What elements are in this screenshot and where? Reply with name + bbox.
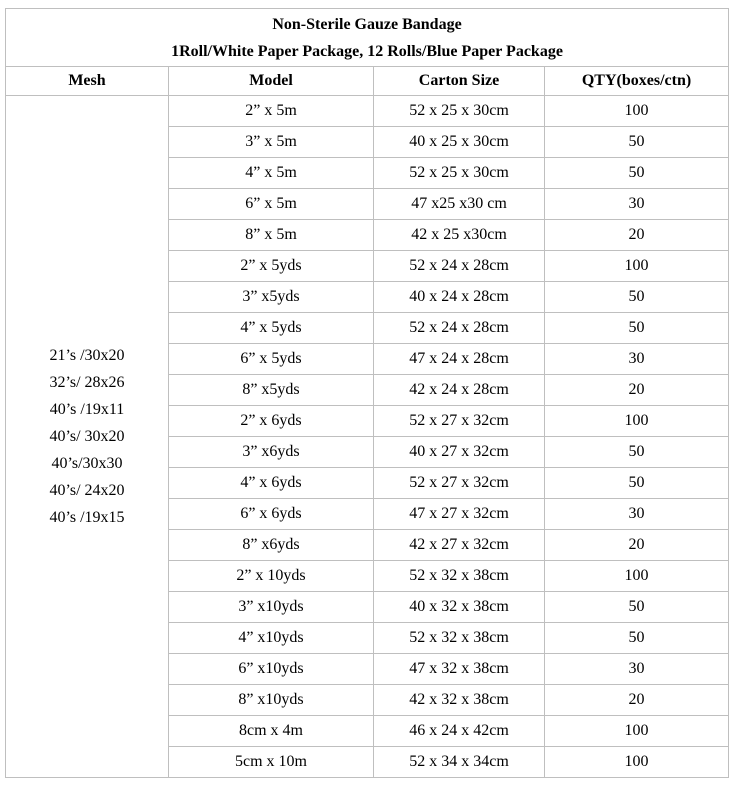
carton-size-cell: 40 x 24 x 28cm [374,282,545,313]
carton-size-cell: 42 x 25 x30cm [374,220,545,251]
header-mesh: Mesh [6,67,169,96]
mesh-value: 21’s /30x20 [49,347,125,364]
mesh-cell [6,96,169,778]
model-cell: 4” x 6yds [169,468,374,499]
qty-cell: 100 [545,561,729,592]
model-cell: 4” x 5m [169,158,374,189]
title-line-1: Non-Sterile Gauze Bandage [272,15,462,33]
qty-cell: 100 [545,251,729,282]
qty-cell: 30 [545,344,729,375]
carton-size-cell: 42 x 27 x 32cm [374,530,545,561]
qty-cell: 50 [545,127,729,158]
model-cell: 2” x 10yds [169,561,374,592]
qty-cell: 100 [545,96,729,127]
header-model: Model [169,67,374,96]
carton-size-cell: 52 x 32 x 38cm [374,561,545,592]
carton-size-cell: 52 x 25 x 30cm [374,96,545,127]
qty-cell: 100 [545,716,729,747]
mesh-value: 40’s/ 24x20 [49,482,125,499]
qty-cell: 50 [545,437,729,468]
qty-cell: 50 [545,313,729,344]
carton-size-cell: 52 x 25 x 30cm [374,158,545,189]
model-cell: 4” x 5yds [169,313,374,344]
qty-cell: 30 [545,189,729,220]
header-carton-size: Carton Size [374,67,545,96]
model-cell: 6” x 5m [169,189,374,220]
qty-cell: 50 [545,592,729,623]
title-line-2: 1Roll/White Paper Package, 12 Rolls/Blue Paper Package [171,42,563,60]
carton-size-cell: 52 x 32 x 38cm [374,623,545,654]
model-cell: 3” x10yds [169,592,374,623]
carton-size-cell: 42 x 24 x 28cm [374,375,545,406]
carton-size-cell: 47 x 24 x 28cm [374,344,545,375]
carton-size-cell: 52 x 27 x 32cm [374,468,545,499]
model-cell: 2” x 6yds [169,406,374,437]
carton-size-cell: 52 x 34 x 34cm [374,747,545,778]
carton-size-cell: 40 x 27 x 32cm [374,437,545,468]
carton-size-cell: 42 x 32 x 38cm [374,685,545,716]
header-row [6,67,729,96]
mesh-value: 32’s/ 28x26 [49,374,125,391]
product-spec-table [5,8,729,778]
qty-cell: 20 [545,220,729,251]
qty-cell: 50 [545,158,729,189]
qty-cell: 20 [545,685,729,716]
model-cell: 3” x6yds [169,437,374,468]
carton-size-cell: 47 x 32 x 38cm [374,654,545,685]
carton-size-cell: 52 x 24 x 28cm [374,313,545,344]
model-cell: 5cm x 10m [169,747,374,778]
table-body [6,96,729,778]
model-cell: 6” x 5yds [169,344,374,375]
qty-cell: 100 [545,406,729,437]
carton-size-cell: 47 x 27 x 32cm [374,499,545,530]
qty-cell: 50 [545,282,729,313]
model-cell: 6” x10yds [169,654,374,685]
model-cell: 8” x5yds [169,375,374,406]
carton-size-cell: 47 x25 x30 cm [374,189,545,220]
qty-cell: 100 [545,747,729,778]
model-cell: 3” x 5m [169,127,374,158]
qty-cell: 50 [545,468,729,499]
mesh-value: 40’s/ 30x20 [49,428,125,445]
model-cell: 8” x10yds [169,685,374,716]
carton-size-cell: 40 x 25 x 30cm [374,127,545,158]
qty-cell: 50 [545,623,729,654]
carton-size-cell: 52 x 24 x 28cm [374,251,545,282]
model-cell: 8” x6yds [169,530,374,561]
qty-cell: 20 [545,375,729,406]
model-cell: 8” x 5m [169,220,374,251]
qty-cell: 30 [545,654,729,685]
carton-size-cell: 52 x 27 x 32cm [374,406,545,437]
model-cell: 4” x10yds [169,623,374,654]
mesh-value: 40’s /19x15 [49,509,125,526]
mesh-value: 40’s/30x30 [51,455,123,472]
qty-cell: 20 [545,530,729,561]
mesh-value: 40’s /19x11 [49,401,125,418]
table-title [6,9,729,67]
model-cell: 2” x 5yds [169,251,374,282]
carton-size-cell: 46 x 24 x 42cm [374,716,545,747]
table-row [6,96,729,127]
model-cell: 8cm x 4m [169,716,374,747]
model-cell: 2” x 5m [169,96,374,127]
carton-size-cell: 40 x 32 x 38cm [374,592,545,623]
model-cell: 3” x5yds [169,282,374,313]
qty-cell: 30 [545,499,729,530]
model-cell: 6” x 6yds [169,499,374,530]
header-qty: QTY(boxes/ctn) [545,67,729,96]
